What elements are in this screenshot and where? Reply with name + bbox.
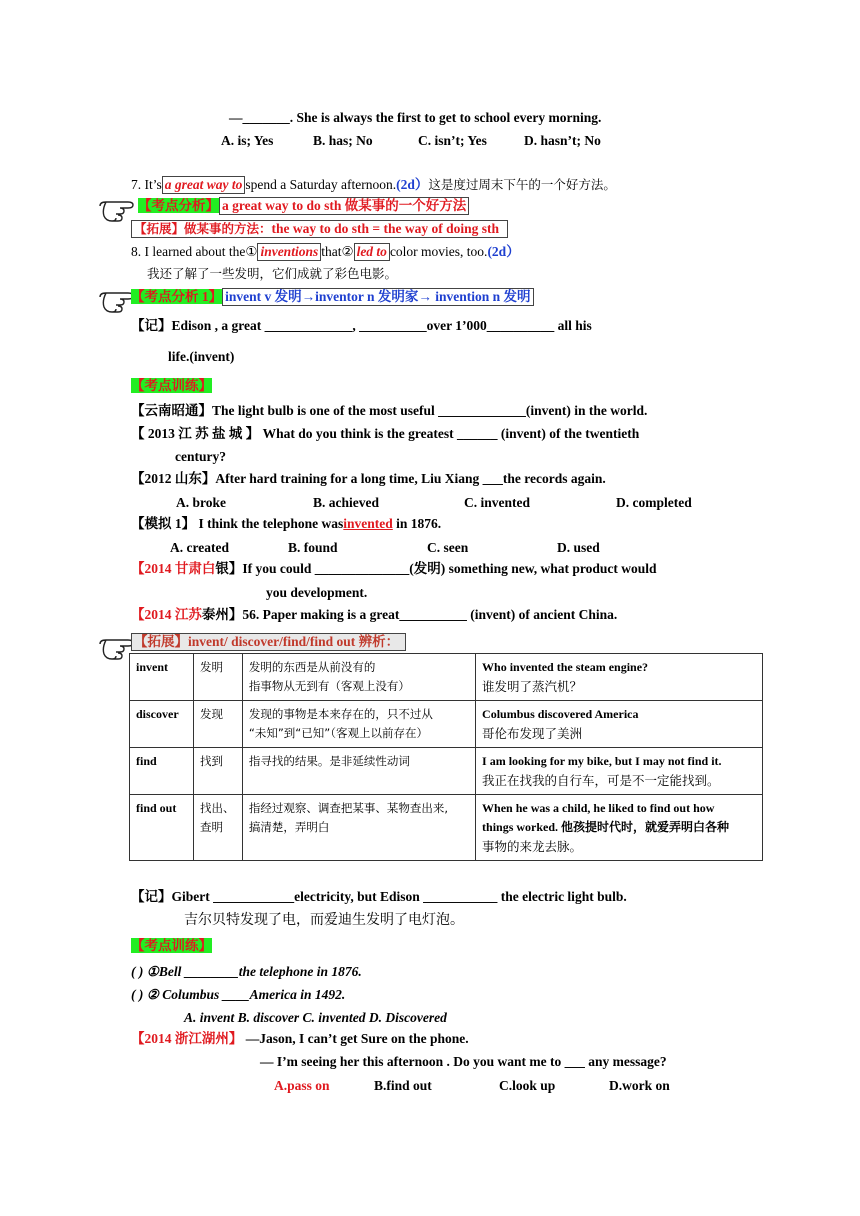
- q3-label: 【2014 浙江湖州】: [131, 1031, 243, 1046]
- q8-mid: that②: [321, 244, 354, 259]
- q7-rest: spend a Saturday afternoon.: [245, 177, 397, 192]
- t4-prefix: 【模拟 1】 I think the telephone was: [131, 516, 344, 531]
- example-line: things worked. 他孩提时代时，就爱弄明白各种: [482, 820, 730, 834]
- q8-rest: color movies, too.: [389, 244, 488, 259]
- table-cell-example: [476, 748, 763, 795]
- training-t2a: 【 2013 江 苏 盐 城 】 What do you think is the greatest ______ (invent) of the twentieth: [131, 426, 640, 441]
- q3-option-a: A.pass on: [274, 1078, 330, 1093]
- training-t5: [131, 560, 657, 578]
- table-cell-cn: 找出、查明: [193, 795, 242, 861]
- q7-line: [131, 176, 616, 194]
- q8-analysis: [131, 288, 534, 306]
- desc-line: “未知”到“已知”（客观上以前存在）: [248, 726, 428, 740]
- table-row: [130, 748, 763, 795]
- example-line: 我正在找我的自行车，可是不一定能找到。: [482, 773, 720, 788]
- t3-option-c: C. invented: [464, 495, 531, 510]
- table-cell-desc: [242, 748, 475, 795]
- expand2-label: 【拓展】invent/ discover/find/find out 辨析：: [131, 633, 406, 651]
- q7-blank: a great way to: [162, 176, 246, 194]
- t3-option-d: D. completed: [616, 495, 692, 510]
- q7-tag: (2d）: [396, 177, 429, 192]
- memo2-line1: 【记】Gibert ____________electricity, but Edison ___________ the electric light bulb.: [131, 889, 627, 904]
- training2-options: A. invent B. discover C. invented D. Discovered: [184, 1010, 447, 1025]
- training-t5-text2: you development.: [266, 585, 368, 600]
- desc-line: 指经过观察、调查把某事、某物查出来,: [248, 801, 449, 815]
- q8-blank-2: led to: [354, 243, 390, 261]
- t4-option-b: B. found: [288, 540, 338, 555]
- q6-option-d: D. hasn’t; No: [524, 133, 601, 148]
- q7-expand-box: [131, 220, 508, 238]
- training2-label: [131, 937, 212, 955]
- desc-line: 发现的事物是本来存在的，只不过从: [248, 707, 433, 721]
- training2-q3: [131, 1030, 469, 1048]
- t6-label2: 泰州】: [201, 607, 243, 622]
- t3-option-a: A. broke: [176, 495, 227, 510]
- q8-line: [131, 243, 520, 261]
- table-cell-word: find out: [130, 795, 194, 861]
- table-cell-example: [476, 795, 763, 861]
- q8-analysis-label: 【考点分析 1】: [131, 289, 223, 304]
- q6-option-b: B. has; No: [313, 133, 373, 148]
- t5-label2: 银】: [215, 561, 243, 576]
- q3-option-b: B.find out: [374, 1078, 432, 1093]
- q7-expand: [131, 220, 508, 238]
- memo1-line1: 【记】Edison , a great _____________, __________over 1’000__________ all his: [131, 318, 592, 333]
- q8-blank-1: inventions: [257, 243, 321, 261]
- training2-q3-line2: — I’m seeing her this afternoon . Do you want me to ___ any message?: [260, 1054, 667, 1069]
- table-cell-cn: 找到: [193, 748, 242, 795]
- t5-label: 【2014 甘肃白: [131, 561, 216, 576]
- training-t6: [131, 606, 617, 624]
- table-cell-example: [476, 701, 763, 748]
- example-line: When he was a child, he liked to find out how: [482, 801, 715, 815]
- desc-line: 指事物从无到有（客观上没有）: [248, 679, 410, 693]
- q3-option-c: C.look up: [499, 1078, 556, 1093]
- table-cell-desc: [242, 701, 475, 748]
- q6-option-a: A. is; Yes: [221, 133, 274, 148]
- q7-cn: 这是度过周末下午的一个好方法。: [428, 177, 616, 192]
- training-t3: 【2012 山东】After hard training for a long time, Liu Xiang ___the records again.: [131, 471, 606, 486]
- table-row: [130, 701, 763, 748]
- desc-line: 搞清楚，弄明白: [248, 820, 330, 834]
- t4-suffix: in 1876.: [396, 516, 442, 531]
- training-t1: 【云南昭通】The light bulb is one of the most useful _____________(invent) in the world.: [131, 403, 648, 418]
- training-label-text: 【考点训练】: [131, 378, 212, 393]
- example-line: I am looking for my bike, but I may not find it.: [482, 754, 722, 768]
- memo2-cn: 吉尔贝特发现了电，而爱迪生发明了电灯泡。: [184, 912, 464, 928]
- q8-prefix: 8. I learned about the①: [131, 244, 258, 259]
- q6-line: —_______. She is always the first to get to school every morning.: [229, 110, 602, 125]
- expand2: [131, 633, 406, 651]
- table-cell-desc: [242, 795, 475, 861]
- example-line: 谁发明了蒸汽机？: [482, 679, 583, 694]
- desc-line: 指寻找的结果。是非延续性动词: [248, 754, 410, 768]
- table-cell-word: invent: [130, 654, 194, 701]
- q7-analysis: [138, 197, 469, 215]
- q6-option-c: C. isn’t; Yes: [418, 133, 487, 148]
- table-row: [130, 654, 763, 701]
- training2-q2: ( ) ② Columbus ____America in 1492.: [131, 987, 346, 1002]
- q8-tag: (2d）: [487, 244, 520, 259]
- t3-option-b: B. achieved: [313, 495, 379, 510]
- table-cell-cn: 发明: [193, 654, 242, 701]
- training-label: [131, 377, 212, 395]
- table-cell-example: [476, 654, 763, 701]
- example-line: 事物的来龙去脉。: [482, 839, 583, 854]
- example-line: Columbus discovered America: [482, 707, 639, 721]
- q3-line1: —Jason, I can’t get Sure on the phone.: [242, 1031, 469, 1046]
- example-line: 哥伦布发现了美洲: [482, 726, 583, 741]
- memo1-line2: life.(invent): [168, 349, 235, 364]
- q8-analysis-text: invent v 发明→inventor n 发明家→ invention n 发明: [222, 288, 533, 306]
- q7-analysis-text: a great way to do sth 做某事的一个好方法: [219, 197, 469, 215]
- q7-prefix: 7. It’s: [131, 177, 162, 192]
- q8-cn: 我还了解了一些发明，它们成就了彩色电影。: [147, 266, 398, 281]
- t6-text: 56. Paper making is a great__________ (invent) of ancient China.: [242, 607, 618, 622]
- t5-text: If you could ______________(发明) something new, what product would: [242, 561, 657, 576]
- t4-option-c: C. seen: [427, 540, 469, 555]
- desc-line: 发明的东西是从前没有的: [248, 660, 376, 674]
- training2-q1: ( ) ①Bell ________the telephone in 1876.: [131, 964, 362, 979]
- training2-label-text: 【考点训练】: [131, 938, 212, 953]
- comparison-table: [129, 653, 763, 861]
- q3-option-d: D.work on: [609, 1078, 670, 1093]
- table-row: [130, 795, 763, 861]
- table-cell-word: discover: [130, 701, 194, 748]
- t6-label: 【2014 江苏: [131, 607, 202, 622]
- t4-answer: invented: [343, 516, 393, 531]
- t4-option-a: A. created: [170, 540, 229, 555]
- table-cell-desc: [242, 654, 475, 701]
- q7-analysis-label: 【考点分析】: [138, 198, 219, 213]
- q7-expand-label: 【拓展】做某事的方法：: [134, 221, 272, 236]
- example-line: Who invented the steam engine?: [482, 660, 649, 674]
- training-t2b: century?: [175, 449, 226, 464]
- training-t4: [131, 515, 441, 533]
- q7-expand-text: the way to do sth = the way of doing sth: [271, 221, 499, 236]
- table-cell-word: find: [130, 748, 194, 795]
- table-cell-cn: 发现: [193, 701, 242, 748]
- t4-option-d: D. used: [557, 540, 600, 555]
